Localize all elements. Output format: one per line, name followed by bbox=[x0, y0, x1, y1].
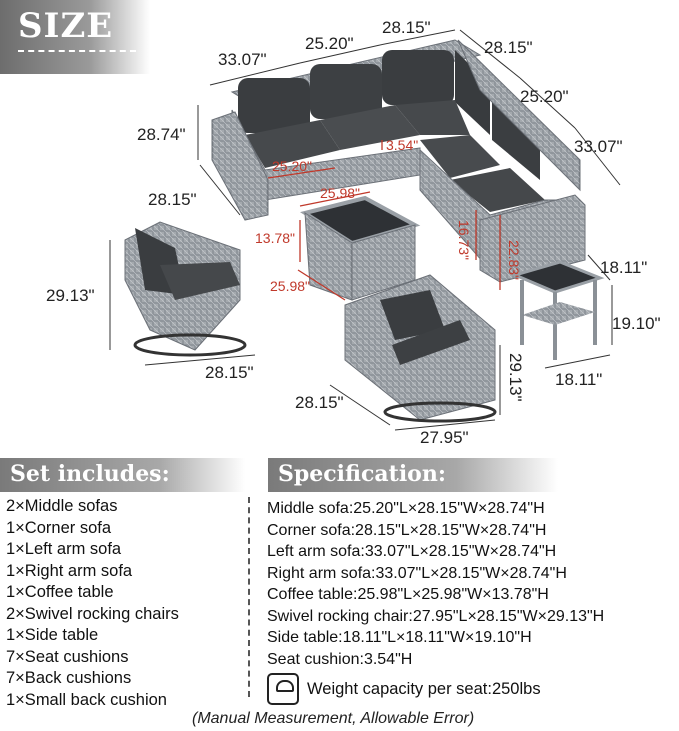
dim-chair-height-left: 29.13" bbox=[46, 286, 95, 305]
dim-chair-length-front: 27.95" bbox=[420, 428, 469, 447]
spec-item: Left arm sofa:33.07"L×28.15"W×28.74"H bbox=[267, 543, 557, 560]
dim-middle-length-right: 25.20" bbox=[520, 87, 569, 106]
spec-item: Corner sofa:28.15"L×28.15"W×28.74"H bbox=[267, 521, 547, 539]
back-cushion bbox=[382, 50, 454, 105]
dim-corner-width: 28.15" bbox=[484, 38, 533, 57]
list-item: 1×Coffee table bbox=[6, 583, 114, 601]
list-item: 2×Swivel rocking chairs bbox=[6, 604, 179, 623]
swivel-chair-left bbox=[125, 222, 245, 355]
dim-red-middle-seat: 25.20" bbox=[272, 158, 313, 174]
set-includes-list bbox=[6, 496, 179, 711]
dim-right-arm-length: 33.07" bbox=[574, 137, 623, 156]
dim-red-table-length: 25.98" bbox=[270, 278, 311, 294]
swivel-chair-front bbox=[345, 275, 495, 421]
dim-sofa-width: 28.15" bbox=[148, 190, 197, 209]
dim-sofa-height: 28.74" bbox=[137, 125, 186, 144]
dim-left-arm-length: 33.07" bbox=[218, 50, 267, 69]
specification-header: Specification: bbox=[268, 458, 558, 492]
dim-side-table-height: 19.10" bbox=[612, 314, 661, 333]
dim-side-table-width: 18.11" bbox=[600, 258, 648, 277]
dim-red-cushion-height: 3.54" bbox=[386, 137, 419, 153]
specification-list bbox=[267, 498, 604, 670]
spec-item: Seat cushion:3.54"H bbox=[267, 650, 413, 668]
list-item: 1×Small back cushion bbox=[6, 690, 167, 709]
spec-item: Middle sofa:25.20"L×28.15"W×28.74"H bbox=[267, 500, 545, 517]
dim-red-seat-depth-2: 22.83" bbox=[506, 240, 522, 281]
size-title: SIZE bbox=[18, 6, 114, 46]
dim-chair-width-left: 28.15" bbox=[205, 363, 254, 382]
scale-icon bbox=[267, 673, 299, 705]
weight-capacity-row bbox=[267, 672, 541, 706]
dim-side-table-length: 18.11" bbox=[555, 370, 603, 389]
set-includes-header: Set includes: bbox=[0, 458, 245, 492]
dim-chair-height-front: 29.13" bbox=[506, 353, 525, 402]
dim-red-table-height: 13.78" bbox=[255, 230, 296, 246]
list-item: 2×Middle sofas bbox=[6, 497, 118, 515]
list-item: 1×Corner sofa bbox=[6, 518, 112, 537]
weight-capacity-text: Weight capacity per seat:250lbs bbox=[307, 679, 541, 698]
spec-item: Swivel rocking chair:27.95"L×28.15"W×29.13"H bbox=[267, 607, 605, 625]
spec-item: Right arm sofa:33.07"L×28.15"W×28.74"H bbox=[267, 564, 567, 582]
spec-item: Side table:18.11"L×18.11"W×19.10"H bbox=[267, 629, 532, 646]
measurement-footnote: (Manual Measurement, Allowable Error) bbox=[192, 710, 475, 727]
dim-chair-width-front: 28.15" bbox=[295, 393, 344, 412]
list-item: 1×Left arm sofa bbox=[6, 540, 122, 558]
list-item: 7×Seat cushions bbox=[6, 647, 129, 666]
dim-corner-length: 28.15" bbox=[382, 18, 431, 37]
list-item: 1×Side table bbox=[6, 626, 99, 644]
spec-item: Coffee table:25.98"L×25.98"W×13.78"H bbox=[267, 586, 549, 603]
side-table bbox=[515, 262, 600, 360]
dim-red-seat-depth: 16.73" bbox=[456, 220, 472, 261]
list-item: 1×Right arm sofa bbox=[6, 561, 133, 580]
dim-middle-length: 25.20" bbox=[305, 34, 354, 53]
list-item: 7×Back cushions bbox=[6, 669, 132, 687]
section-divider bbox=[248, 497, 250, 697]
dim-red-table-width: 25.98" bbox=[320, 185, 361, 201]
